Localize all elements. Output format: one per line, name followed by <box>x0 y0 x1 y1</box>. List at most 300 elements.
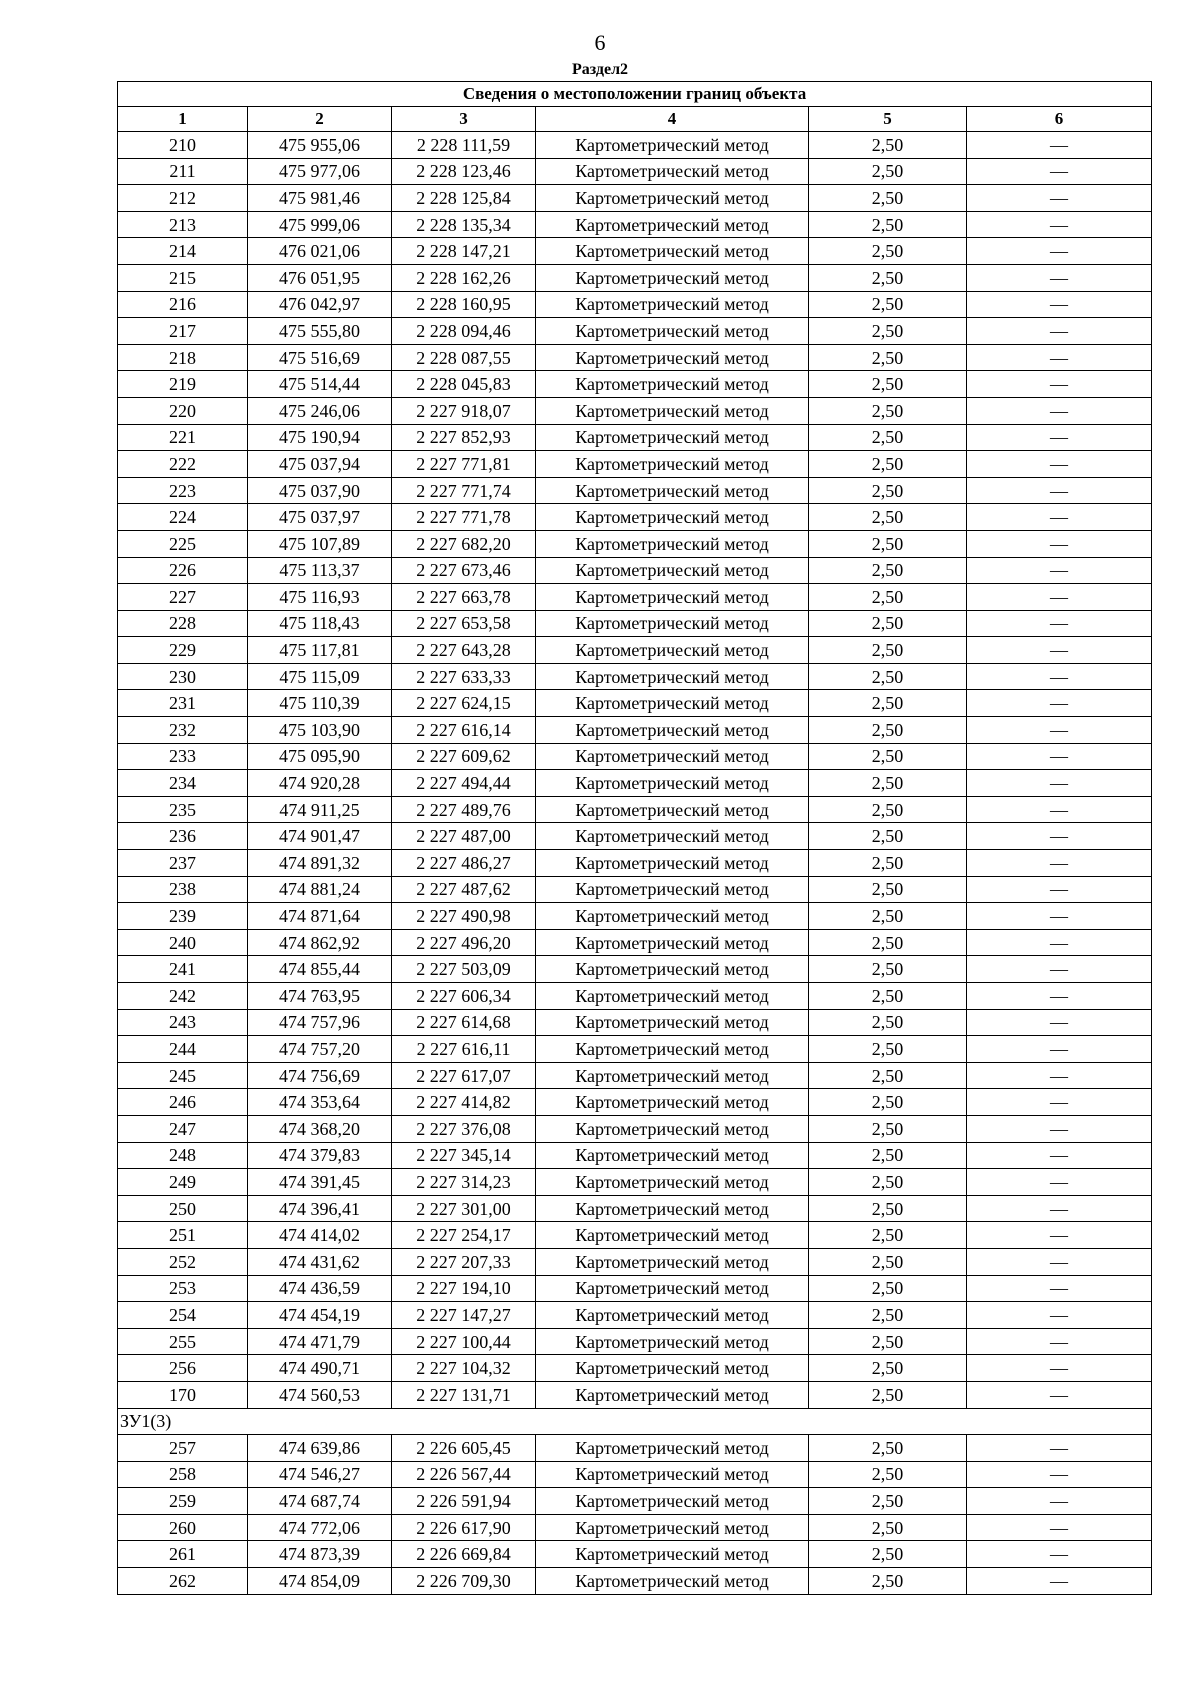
y-coordinate-cell: 2 227 852,93 <box>392 424 536 451</box>
description-cell: — <box>967 318 1152 345</box>
table-row <box>118 504 1152 531</box>
method-cell: Картометрический метод <box>536 1222 809 1249</box>
method-cell: Картометрический метод <box>536 371 809 398</box>
table-row <box>118 530 1152 557</box>
y-coordinate-cell: 2 227 490,98 <box>392 903 536 930</box>
method-cell: Картометрический метод <box>536 663 809 690</box>
method-cell: Картометрический метод <box>536 132 809 159</box>
method-cell: Картометрический метод <box>536 1328 809 1355</box>
description-cell: — <box>967 1115 1152 1142</box>
table-caption: Сведения о местоположении границ объекта <box>118 82 1152 107</box>
x-coordinate-cell: 475 117,81 <box>248 637 392 664</box>
table-row <box>118 1062 1152 1089</box>
point-number-cell: 223 <box>118 477 248 504</box>
y-coordinate-cell: 2 227 254,17 <box>392 1222 536 1249</box>
y-coordinate-cell: 2 228 162,26 <box>392 264 536 291</box>
table-row <box>118 690 1152 717</box>
description-cell: — <box>967 796 1152 823</box>
table-row <box>118 1381 1152 1408</box>
x-coordinate-cell: 474 763,95 <box>248 983 392 1010</box>
point-number-cell: 226 <box>118 557 248 584</box>
point-number-cell: 235 <box>118 796 248 823</box>
x-coordinate-cell: 475 246,06 <box>248 397 392 424</box>
table-row <box>118 424 1152 451</box>
accuracy-cell: 2,50 <box>809 477 967 504</box>
table-row <box>118 451 1152 478</box>
method-cell: Картометрический метод <box>536 1381 809 1408</box>
accuracy-cell: 2,50 <box>809 717 967 744</box>
method-cell: Картометрический метод <box>536 1169 809 1196</box>
y-coordinate-cell: 2 228 094,46 <box>392 318 536 345</box>
x-coordinate-cell: 474 639,86 <box>248 1435 392 1462</box>
accuracy-cell: 2,50 <box>809 903 967 930</box>
description-cell: — <box>967 1275 1152 1302</box>
accuracy-cell: 2,50 <box>809 1009 967 1036</box>
y-coordinate-cell: 2 226 617,90 <box>392 1514 536 1541</box>
accuracy-cell: 2,50 <box>809 956 967 983</box>
point-number-cell: 234 <box>118 770 248 797</box>
method-cell: Картометрический метод <box>536 1488 809 1515</box>
table-row <box>118 238 1152 265</box>
x-coordinate-cell: 474 391,45 <box>248 1169 392 1196</box>
point-number-cell: 230 <box>118 663 248 690</box>
point-number-cell: 256 <box>118 1355 248 1382</box>
x-coordinate-cell: 474 436,59 <box>248 1275 392 1302</box>
description-cell: — <box>967 238 1152 265</box>
table-row <box>118 903 1152 930</box>
description-cell: — <box>967 956 1152 983</box>
point-number-cell: 219 <box>118 371 248 398</box>
y-coordinate-cell: 2 227 617,07 <box>392 1062 536 1089</box>
y-coordinate-cell: 2 227 771,81 <box>392 451 536 478</box>
method-cell: Картометрический метод <box>536 1195 809 1222</box>
accuracy-cell: 2,50 <box>809 796 967 823</box>
table-row <box>118 264 1152 291</box>
y-coordinate-cell: 2 228 123,46 <box>392 158 536 185</box>
accuracy-cell: 2,50 <box>809 371 967 398</box>
accuracy-cell: 2,50 <box>809 1514 967 1541</box>
table-row <box>118 132 1152 159</box>
y-coordinate-cell: 2 227 131,71 <box>392 1381 536 1408</box>
y-coordinate-cell: 2 227 345,14 <box>392 1142 536 1169</box>
description-cell: — <box>967 850 1152 877</box>
method-cell: Картометрический метод <box>536 504 809 531</box>
description-cell: — <box>967 637 1152 664</box>
y-coordinate-cell: 2 227 633,33 <box>392 663 536 690</box>
column-header: 4 <box>536 107 809 132</box>
x-coordinate-cell: 475 095,90 <box>248 743 392 770</box>
accuracy-cell: 2,50 <box>809 770 967 797</box>
accuracy-cell: 2,50 <box>809 1355 967 1382</box>
point-number-cell: 229 <box>118 637 248 664</box>
table-row <box>118 796 1152 823</box>
y-coordinate-cell: 2 227 207,33 <box>392 1248 536 1275</box>
point-number-cell: 213 <box>118 211 248 238</box>
accuracy-cell: 2,50 <box>809 876 967 903</box>
point-number-cell: 216 <box>118 291 248 318</box>
table-row <box>118 1222 1152 1249</box>
description-cell: — <box>967 1541 1152 1568</box>
method-cell: Картометрический метод <box>536 158 809 185</box>
point-number-cell: 218 <box>118 344 248 371</box>
x-coordinate-cell: 475 037,90 <box>248 477 392 504</box>
method-cell: Картометрический метод <box>536 929 809 956</box>
point-number-cell: 240 <box>118 929 248 956</box>
description-cell: — <box>967 397 1152 424</box>
accuracy-cell: 2,50 <box>809 530 967 557</box>
table-row <box>118 1355 1152 1382</box>
accuracy-cell: 2,50 <box>809 1568 967 1595</box>
point-number-cell: 261 <box>118 1541 248 1568</box>
point-number-cell: 236 <box>118 823 248 850</box>
description-cell: — <box>967 132 1152 159</box>
description-cell: — <box>967 823 1152 850</box>
point-number-cell: 262 <box>118 1568 248 1595</box>
x-coordinate-cell: 474 414,02 <box>248 1222 392 1249</box>
description-cell: — <box>967 211 1152 238</box>
point-number-cell: 215 <box>118 264 248 291</box>
x-coordinate-cell: 474 368,20 <box>248 1115 392 1142</box>
point-number-cell: 248 <box>118 1142 248 1169</box>
column-header: 1 <box>118 107 248 132</box>
point-number-cell: 238 <box>118 876 248 903</box>
x-coordinate-cell: 474 862,92 <box>248 929 392 956</box>
point-number-cell: 220 <box>118 397 248 424</box>
y-coordinate-cell: 2 226 567,44 <box>392 1461 536 1488</box>
y-coordinate-cell: 2 228 135,34 <box>392 211 536 238</box>
x-coordinate-cell: 475 037,97 <box>248 504 392 531</box>
y-coordinate-cell: 2 227 682,20 <box>392 530 536 557</box>
method-cell: Картометрический метод <box>536 1355 809 1382</box>
description-cell: — <box>967 1514 1152 1541</box>
accuracy-cell: 2,50 <box>809 1115 967 1142</box>
page-number: 6 <box>594 30 606 55</box>
description-cell: — <box>967 264 1152 291</box>
accuracy-cell: 2,50 <box>809 185 967 212</box>
table-row <box>118 1461 1152 1488</box>
y-coordinate-cell: 2 227 643,28 <box>392 637 536 664</box>
accuracy-cell: 2,50 <box>809 823 967 850</box>
y-coordinate-cell: 2 227 673,46 <box>392 557 536 584</box>
table-row <box>118 637 1152 664</box>
method-cell: Картометрический метод <box>536 264 809 291</box>
accuracy-cell: 2,50 <box>809 1302 967 1329</box>
x-coordinate-cell: 475 999,06 <box>248 211 392 238</box>
accuracy-cell: 2,50 <box>809 557 967 584</box>
table-row <box>118 158 1152 185</box>
y-coordinate-cell: 2 227 487,00 <box>392 823 536 850</box>
table-row <box>118 1541 1152 1568</box>
column-header: 5 <box>809 107 967 132</box>
point-number-cell: 245 <box>118 1062 248 1089</box>
point-number-cell: 221 <box>118 424 248 451</box>
y-coordinate-cell: 2 227 414,82 <box>392 1089 536 1116</box>
accuracy-cell: 2,50 <box>809 1275 967 1302</box>
description-cell: — <box>967 584 1152 611</box>
description-cell: — <box>967 1195 1152 1222</box>
accuracy-cell: 2,50 <box>809 1328 967 1355</box>
y-coordinate-cell: 2 228 045,83 <box>392 371 536 398</box>
method-cell: Картометрический метод <box>536 1568 809 1595</box>
point-number-cell: 243 <box>118 1009 248 1036</box>
description-cell: — <box>967 291 1152 318</box>
table-row <box>118 1302 1152 1329</box>
method-cell: Картометрический метод <box>536 530 809 557</box>
x-coordinate-cell: 474 855,44 <box>248 956 392 983</box>
point-number-cell: 170 <box>118 1381 248 1408</box>
method-cell: Картометрический метод <box>536 983 809 1010</box>
table-row <box>118 743 1152 770</box>
method-cell: Картометрический метод <box>536 956 809 983</box>
description-cell: — <box>967 1435 1152 1462</box>
point-number-cell: 252 <box>118 1248 248 1275</box>
y-coordinate-cell: 2 227 614,68 <box>392 1009 536 1036</box>
method-cell: Картометрический метод <box>536 291 809 318</box>
accuracy-cell: 2,50 <box>809 211 967 238</box>
method-cell: Картометрический метод <box>536 690 809 717</box>
description-cell: — <box>967 903 1152 930</box>
point-number-cell: 231 <box>118 690 248 717</box>
accuracy-cell: 2,50 <box>809 238 967 265</box>
point-number-cell: 227 <box>118 584 248 611</box>
table-row <box>118 1089 1152 1116</box>
x-coordinate-cell: 475 115,09 <box>248 663 392 690</box>
method-cell: Картометрический метод <box>536 796 809 823</box>
table-row <box>118 1275 1152 1302</box>
y-coordinate-cell: 2 227 100,44 <box>392 1328 536 1355</box>
point-number-cell: 259 <box>118 1488 248 1515</box>
description-cell: — <box>967 477 1152 504</box>
table-row <box>118 1568 1152 1595</box>
description-cell: — <box>967 690 1152 717</box>
description-cell: — <box>967 1355 1152 1382</box>
accuracy-cell: 2,50 <box>809 1488 967 1515</box>
x-coordinate-cell: 474 379,83 <box>248 1142 392 1169</box>
description-cell: — <box>967 1142 1152 1169</box>
point-number-cell: 224 <box>118 504 248 531</box>
accuracy-cell: 2,50 <box>809 1541 967 1568</box>
y-coordinate-cell: 2 227 147,27 <box>392 1302 536 1329</box>
x-coordinate-cell: 475 955,06 <box>248 132 392 159</box>
column-header: 3 <box>392 107 536 132</box>
x-coordinate-cell: 475 981,46 <box>248 185 392 212</box>
description-cell: — <box>967 1568 1152 1595</box>
table-row <box>118 610 1152 637</box>
point-number-cell: 257 <box>118 1435 248 1462</box>
description-cell: — <box>967 530 1152 557</box>
y-coordinate-cell: 2 227 104,32 <box>392 1355 536 1382</box>
y-coordinate-cell: 2 227 624,15 <box>392 690 536 717</box>
y-coordinate-cell: 2 226 591,94 <box>392 1488 536 1515</box>
point-number-cell: 258 <box>118 1461 248 1488</box>
x-coordinate-cell: 474 871,64 <box>248 903 392 930</box>
table-row <box>118 983 1152 1010</box>
table-row <box>118 770 1152 797</box>
column-header: 6 <box>967 107 1152 132</box>
accuracy-cell: 2,50 <box>809 264 967 291</box>
method-cell: Картометрический метод <box>536 584 809 611</box>
table-row <box>118 1435 1152 1462</box>
x-coordinate-cell: 475 555,80 <box>248 318 392 345</box>
y-coordinate-cell: 2 227 487,62 <box>392 876 536 903</box>
description-cell: — <box>967 610 1152 637</box>
x-coordinate-cell: 474 560,53 <box>248 1381 392 1408</box>
table-row <box>118 1142 1152 1169</box>
description-cell: — <box>967 1461 1152 1488</box>
accuracy-cell: 2,50 <box>809 690 967 717</box>
y-coordinate-cell: 2 228 147,21 <box>392 238 536 265</box>
point-number-cell: 253 <box>118 1275 248 1302</box>
accuracy-cell: 2,50 <box>809 637 967 664</box>
y-coordinate-cell: 2 228 125,84 <box>392 185 536 212</box>
y-coordinate-cell: 2 227 314,23 <box>392 1169 536 1196</box>
accuracy-cell: 2,50 <box>809 929 967 956</box>
table-header-row <box>118 107 1152 132</box>
x-coordinate-cell: 474 757,96 <box>248 1009 392 1036</box>
accuracy-cell: 2,50 <box>809 1195 967 1222</box>
x-coordinate-cell: 476 021,06 <box>248 238 392 265</box>
point-number-cell: 244 <box>118 1036 248 1063</box>
group-label: ЗУ1(3) <box>118 1408 1152 1435</box>
method-cell: Картометрический метод <box>536 477 809 504</box>
y-coordinate-cell: 2 227 486,27 <box>392 850 536 877</box>
description-cell: — <box>967 424 1152 451</box>
description-cell: — <box>967 185 1152 212</box>
point-number-cell: 242 <box>118 983 248 1010</box>
accuracy-cell: 2,50 <box>809 1169 967 1196</box>
y-coordinate-cell: 2 227 489,76 <box>392 796 536 823</box>
table-row <box>118 850 1152 877</box>
y-coordinate-cell: 2 227 771,74 <box>392 477 536 504</box>
point-number-cell: 254 <box>118 1302 248 1329</box>
table-row <box>118 291 1152 318</box>
description-cell: — <box>967 371 1152 398</box>
boundary-coordinates-table <box>117 81 1152 1595</box>
accuracy-cell: 2,50 <box>809 397 967 424</box>
point-number-cell: 247 <box>118 1115 248 1142</box>
x-coordinate-cell: 475 103,90 <box>248 717 392 744</box>
description-cell: — <box>967 770 1152 797</box>
x-coordinate-cell: 475 977,06 <box>248 158 392 185</box>
x-coordinate-cell: 475 037,94 <box>248 451 392 478</box>
method-cell: Картометрический метод <box>536 770 809 797</box>
description-cell: — <box>967 663 1152 690</box>
description-cell: — <box>967 344 1152 371</box>
point-number-cell: 233 <box>118 743 248 770</box>
y-coordinate-cell: 2 226 709,30 <box>392 1568 536 1595</box>
table-row <box>118 371 1152 398</box>
point-number-cell: 255 <box>118 1328 248 1355</box>
table-row <box>118 185 1152 212</box>
table-row <box>118 1169 1152 1196</box>
description-cell: — <box>967 158 1152 185</box>
y-coordinate-cell: 2 227 609,62 <box>392 743 536 770</box>
group-row <box>118 1408 1152 1435</box>
x-coordinate-cell: 475 107,89 <box>248 530 392 557</box>
method-cell: Картометрический метод <box>536 1062 809 1089</box>
accuracy-cell: 2,50 <box>809 610 967 637</box>
x-coordinate-cell: 475 516,69 <box>248 344 392 371</box>
y-coordinate-cell: 2 227 653,58 <box>392 610 536 637</box>
y-coordinate-cell: 2 228 160,95 <box>392 291 536 318</box>
x-coordinate-cell: 474 454,19 <box>248 1302 392 1329</box>
x-coordinate-cell: 475 116,93 <box>248 584 392 611</box>
method-cell: Картометрический метод <box>536 823 809 850</box>
y-coordinate-cell: 2 227 616,14 <box>392 717 536 744</box>
method-cell: Картометрический метод <box>536 1461 809 1488</box>
point-number-cell: 239 <box>118 903 248 930</box>
y-coordinate-cell: 2 227 918,07 <box>392 397 536 424</box>
x-coordinate-cell: 474 471,79 <box>248 1328 392 1355</box>
method-cell: Картометрический метод <box>536 1036 809 1063</box>
method-cell: Картометрический метод <box>536 211 809 238</box>
accuracy-cell: 2,50 <box>809 1248 967 1275</box>
point-number-cell: 232 <box>118 717 248 744</box>
table-caption-row <box>118 82 1152 107</box>
x-coordinate-cell: 474 353,64 <box>248 1089 392 1116</box>
method-cell: Картометрический метод <box>536 1089 809 1116</box>
accuracy-cell: 2,50 <box>809 1435 967 1462</box>
table-row <box>118 663 1152 690</box>
method-cell: Картометрический метод <box>536 610 809 637</box>
description-cell: — <box>967 504 1152 531</box>
y-coordinate-cell: 2 228 087,55 <box>392 344 536 371</box>
point-number-cell: 249 <box>118 1169 248 1196</box>
table-row <box>118 1009 1152 1036</box>
accuracy-cell: 2,50 <box>809 132 967 159</box>
table-row <box>118 1328 1152 1355</box>
table-row <box>118 557 1152 584</box>
method-cell: Картометрический метод <box>536 717 809 744</box>
description-cell: — <box>967 557 1152 584</box>
point-number-cell: 246 <box>118 1089 248 1116</box>
y-coordinate-cell: 2 227 376,08 <box>392 1115 536 1142</box>
point-number-cell: 211 <box>118 158 248 185</box>
x-coordinate-cell: 476 051,95 <box>248 264 392 291</box>
description-cell: — <box>967 451 1152 478</box>
point-number-cell: 217 <box>118 318 248 345</box>
description-cell: — <box>967 1248 1152 1275</box>
y-coordinate-cell: 2 228 111,59 <box>392 132 536 159</box>
table-row <box>118 477 1152 504</box>
x-coordinate-cell: 474 891,32 <box>248 850 392 877</box>
accuracy-cell: 2,50 <box>809 451 967 478</box>
description-cell: — <box>967 1488 1152 1515</box>
x-coordinate-cell: 475 118,43 <box>248 610 392 637</box>
method-cell: Картометрический метод <box>536 1514 809 1541</box>
table-row <box>118 929 1152 956</box>
description-cell: — <box>967 717 1152 744</box>
table-row <box>118 1488 1152 1515</box>
method-cell: Картометрический метод <box>536 637 809 664</box>
accuracy-cell: 2,50 <box>809 663 967 690</box>
table-row <box>118 318 1152 345</box>
method-cell: Картометрический метод <box>536 1541 809 1568</box>
description-cell: — <box>967 1328 1152 1355</box>
description-cell: — <box>967 1089 1152 1116</box>
description-cell: — <box>967 1222 1152 1249</box>
table-row <box>118 717 1152 744</box>
accuracy-cell: 2,50 <box>809 1036 967 1063</box>
y-coordinate-cell: 2 226 605,45 <box>392 1435 536 1462</box>
method-cell: Картометрический метод <box>536 743 809 770</box>
table-row <box>118 1115 1152 1142</box>
y-coordinate-cell: 2 227 496,20 <box>392 929 536 956</box>
table-row <box>118 1248 1152 1275</box>
method-cell: Картометрический метод <box>536 903 809 930</box>
table-row <box>118 823 1152 850</box>
table-row <box>118 211 1152 238</box>
